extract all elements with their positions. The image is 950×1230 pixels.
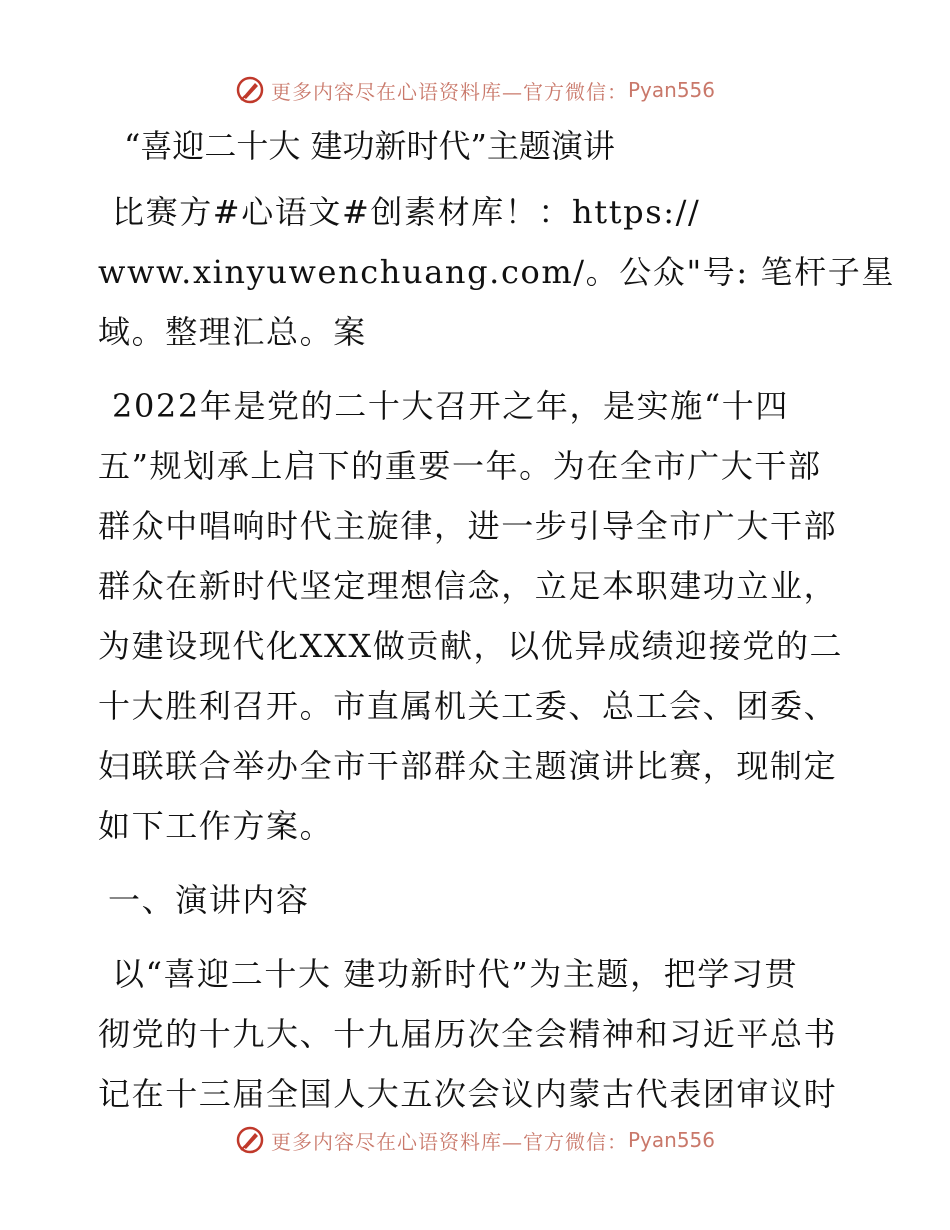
- source-line: 域。整理汇总。案: [98, 313, 367, 351]
- paragraph-line: 如下工作方案。: [98, 807, 334, 845]
- banner-text: 更多内容尽在心语资料库—官方微信：: [270, 1129, 628, 1154]
- paragraph-line: 妇联联合举办全市干部群众主题演讲比赛，现制定: [98, 747, 838, 785]
- paragraph-line: 彻党的十九大、十九届历次全会精神和习近平总书: [98, 1015, 838, 1053]
- document-title: “喜迎二十大 建功新时代”主题演讲: [124, 127, 615, 165]
- paragraph-line: 以“喜迎二十大 建功新时代”为主题，把学习贯: [112, 955, 799, 993]
- section1-paragraph: [98, 944, 850, 1124]
- intro-paragraph: [98, 376, 850, 856]
- quill-pen-logo-icon: [235, 1125, 265, 1155]
- paragraph-line: 群众在新时代坚定理想信念，立足本职建功立业，: [98, 567, 838, 605]
- quill-pen-logo-icon: [235, 75, 265, 105]
- paragraph-line: 2022年是党的二十大召开之年，是实施“十四: [112, 387, 789, 425]
- banner-text: 更多内容尽在心语资料库—官方微信：: [270, 79, 628, 104]
- source-paragraph: [98, 182, 895, 362]
- section-heading: 一、演讲内容: [108, 881, 310, 919]
- source-line: 比赛方#心语文#创素材库！：https://: [112, 193, 701, 231]
- footer-watermark-banner: [0, 1120, 950, 1160]
- source-line: www.xinyuwenchuang.com/。公众"号: 笔杆子星: [98, 253, 895, 291]
- banner-wechat-id: Pyan556: [627, 78, 715, 102]
- paragraph-line: 十大胜利召开。市直属机关工委、总工会、团委、: [98, 687, 838, 725]
- paragraph-line: 记在十三届全国人大五次会议内蒙古代表团审议时: [98, 1075, 838, 1113]
- document-body: [98, 118, 895, 1138]
- paragraph-line: 五”规划承上启下的重要一年。为在全市广大干部: [98, 447, 822, 485]
- banner-wechat-id: Pyan556: [627, 1128, 715, 1152]
- paragraph-line: 为建设现代化XXX做贡献，以优异成绩迎接党的二: [98, 627, 844, 665]
- paragraph-line: 群众中唱响时代主旋律，进一步引导全市广大干部: [98, 507, 838, 545]
- header-watermark-banner: [0, 70, 950, 110]
